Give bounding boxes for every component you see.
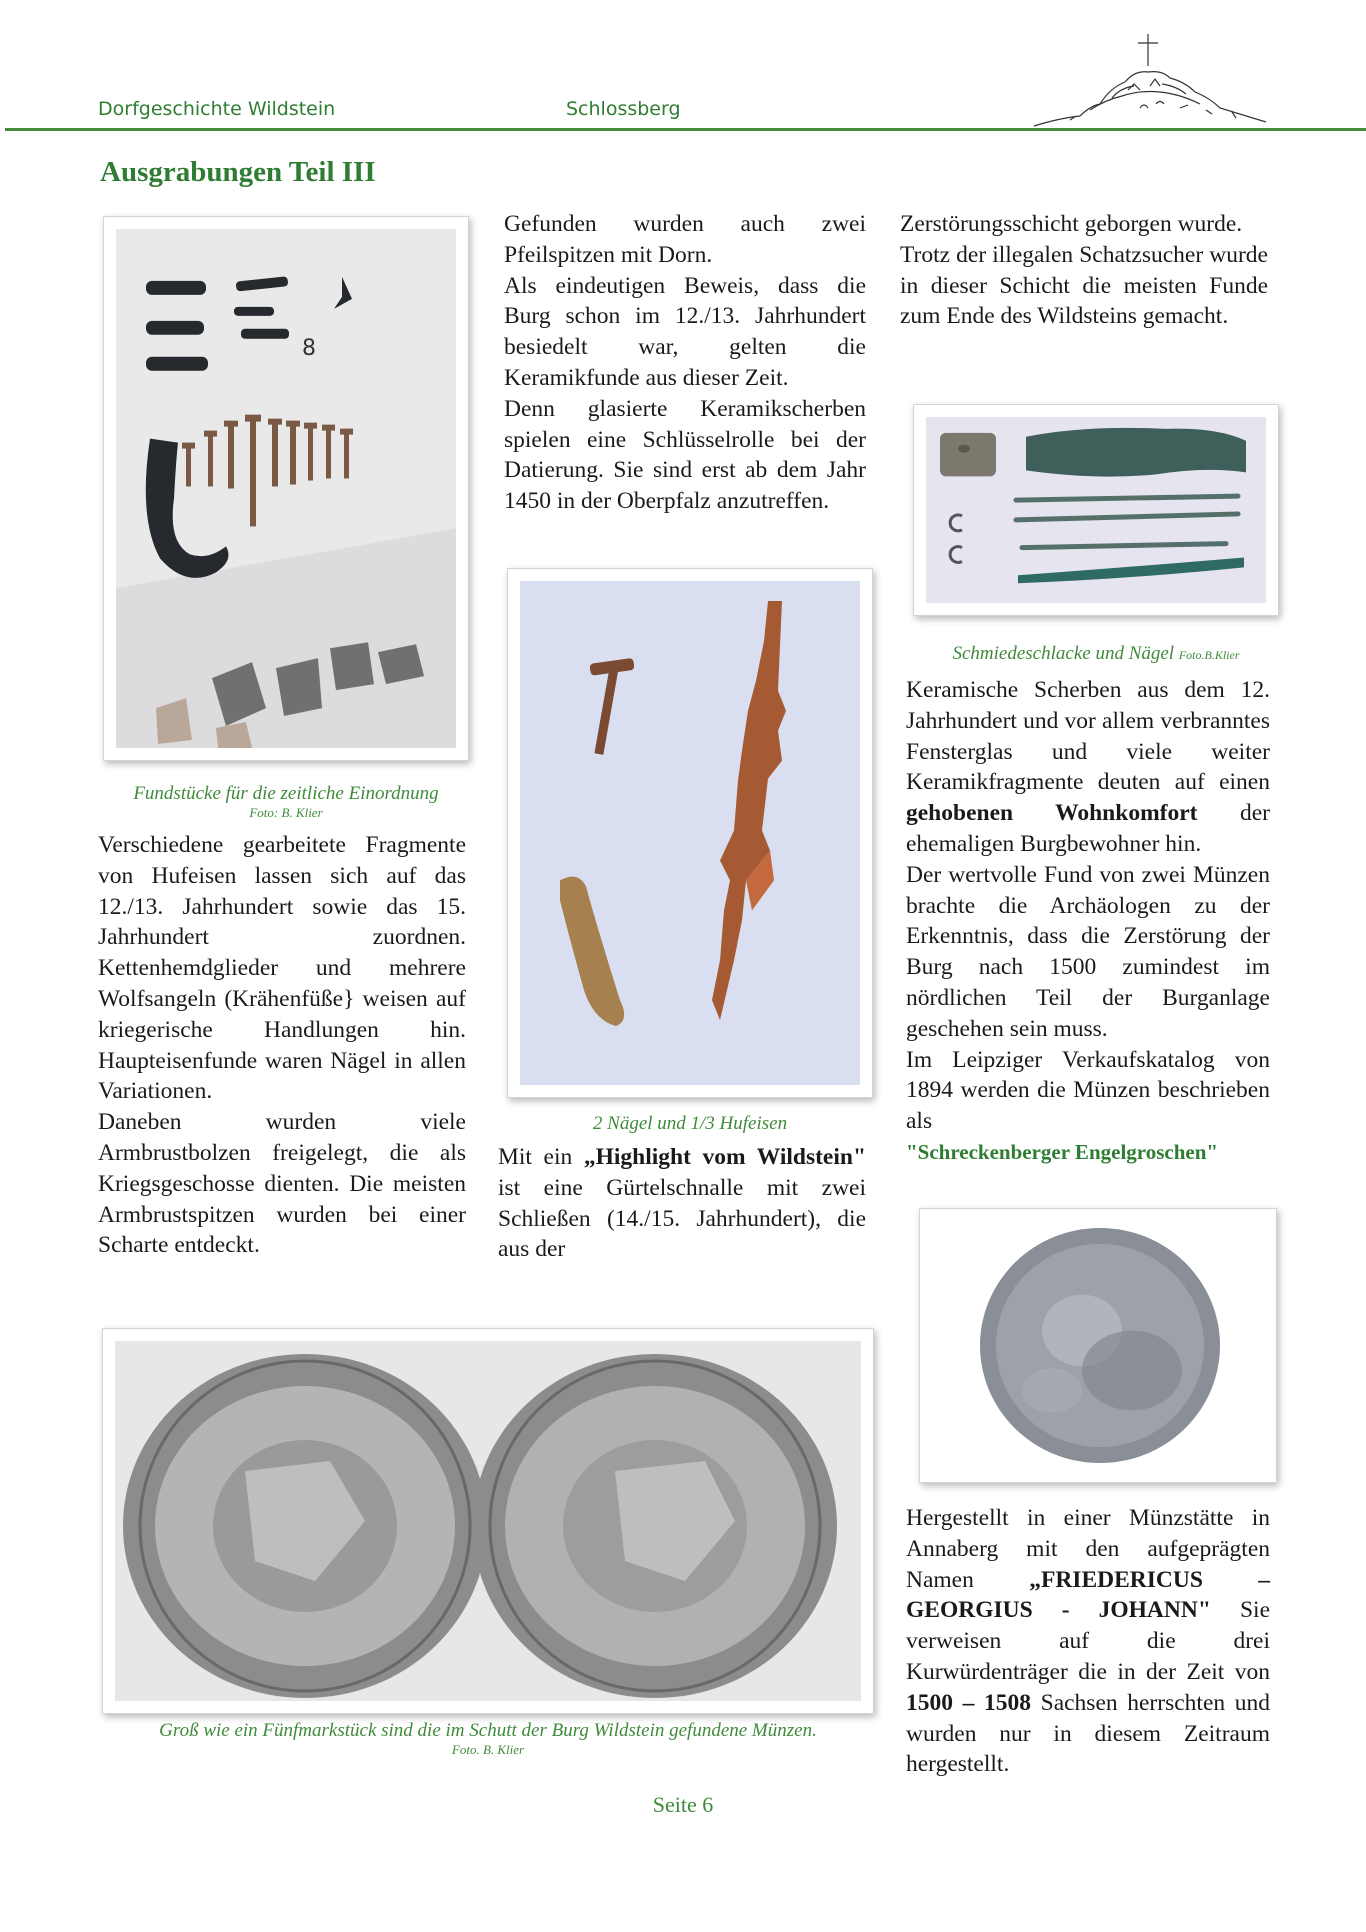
column-2-text-bottom <box>498 1142 866 1265</box>
column-3-text-top <box>900 209 1268 332</box>
col3-p3-pre: Keramische Scherben aus dem 12. Jahrhundert und vor allem verbranntes Fensterglas und viele weiter Keramikfragmente deuten auf einen <box>906 677 1270 796</box>
col2-paragraph-4 <box>498 1142 866 1265</box>
svg-text:8: 8 <box>302 335 316 361</box>
photo-fundstuecke <box>103 216 469 761</box>
page-title: Ausgrabungen Teil III <box>100 156 376 188</box>
page-number: Seite 6 <box>652 1792 714 1817</box>
caption-muenzen <box>102 1720 874 1758</box>
column-3-text-bottom <box>906 1503 1270 1780</box>
caption-fundstuecke-credit: Foto: B. Klier <box>249 805 323 820</box>
caption-schmiede-text: Schmiedeschlacke und Nägel <box>952 643 1175 664</box>
col3-paragraph-4: Der wertvolle Fund von zwei Münzen brachte die Archäologen zu der Erkenntnis, dass die Zerstörung der Burg nach 1500 zumindest im nördlichen Teil der Burganlage geschehen sein muss. <box>906 861 1270 1042</box>
castle-hill-logo <box>1030 26 1270 134</box>
two-coins-photo-image <box>115 1341 861 1701</box>
col3-coin-names: „FRIEDERICUS – GEORGIUS - JOHANN" <box>906 1566 1270 1624</box>
caption-naegel: 2 Nägel und 1/3 Hufeisen <box>592 1113 788 1134</box>
header-doc-title: Dorfgeschichte Wildstein <box>98 98 336 120</box>
photo-schmiedeschlacke <box>913 404 1279 616</box>
photo-muenze-einzeln <box>919 1208 1277 1483</box>
col3-paragraph-5: Im Leipziger Verkaufskatalog von 1894 werden die Münzen beschrieben als <box>906 1046 1270 1135</box>
col3-years: 1500 – 1508 <box>906 1689 1031 1716</box>
col2-paragraph-1: Gefunden wurden auch zwei Pfeilspitzen mit Dorn. <box>504 211 866 268</box>
nails-horseshoe-photo-image <box>520 581 860 1085</box>
caption-schmiede <box>913 643 1279 665</box>
col3-p3-post: der ehemaligen Burgbewohner hin. <box>906 800 1270 857</box>
single-coin-photo-image <box>932 1221 1264 1470</box>
caption-muenzen-credit: Foto. B. Klier <box>451 1742 525 1757</box>
column-1-text <box>98 830 466 1261</box>
header-section: Schlossberg <box>566 98 681 120</box>
col3-wohnkomfort: gehobenen Wohnkomfort <box>906 800 1198 827</box>
col2-p4-post: ist eine Gürtelschnalle mit zwei Schließen (14./15. Jahrhundert), die aus der <box>498 1174 866 1263</box>
col3-p6-a: Hergestellt in einer Münzstätte in Annaberg mit den aufgeprägten Namen <box>906 1505 1270 1593</box>
photo-naegel-hufeisen <box>507 568 873 1098</box>
col3-paragraph-6 <box>906 1503 1270 1780</box>
caption-muenzen-text: Groß wie ein Fünfmarkstück sind die im Schutt der Burg Wildstein gefundene Münzen. <box>159 1720 817 1741</box>
col1-paragraph-1: Verschiedene gearbeitete Fragmente von Hufeisen lassen sich auf das 12./13. Jahrhundert sowie das 15. Jahrhundert zuordnen. Kettenhemdglieder und mehrere Wolfsangeln (Krähenfüße} weisen auf kriegerische Handlungen hin. Haupteisenfunde waren Nägel in allen Variationen. <box>98 832 466 1105</box>
column-2-text-top <box>504 209 866 517</box>
column-3-text-middle <box>906 675 1270 1168</box>
photo-muenzen <box>102 1328 874 1714</box>
col3-paragraph-2: Trotz der illegalen Schatzsucher wurde in dieser Schicht die meisten Funde zum Ende des Wildsteins gemacht. <box>900 241 1268 330</box>
col2-p4-pre: Mit ein <box>498 1144 584 1170</box>
col1-paragraph-2: Daneben wurden viele Armbrustbolzen freigelegt, die als Kriegsgeschosse dienten. Die meisten Armbrustspitzen wurden bei einer Scharte entdeckt. <box>98 1109 466 1259</box>
artifacts-photo-image <box>116 229 456 748</box>
col2-paragraph-2: Als eindeutigen Beweis, dass die Burg schon im 12./13. Jahrhundert besiedelt war, gelten die Keramikfunde aus dieser Zeit. <box>504 272 866 391</box>
slag-nails-photo-image <box>926 417 1266 603</box>
col2-highlight: „Highlight vom Wildstein" <box>583 1144 866 1170</box>
caption-schmiede-credit: Foto.B.Klier <box>1178 648 1240 662</box>
caption-fundstuecke-text: Fundstücke für die zeitliche Einordnung <box>133 783 439 804</box>
col3-paragraph-1: Zerstörungsschicht geborgen wurde. <box>900 211 1243 237</box>
col3-p6-b: Sie verweisen auf die drei Kurwürdenträger die in der Zeit von <box>906 1597 1271 1685</box>
col3-paragraph-3 <box>906 675 1270 860</box>
col3-coin-name: "Schreckenberger Engelgroschen" <box>906 1139 1219 1164</box>
col2-paragraph-3: Denn glasierte Keramikscherben spielen eine Schlüsselrolle bei der Datierung. Sie sind erst ab dem Jahr 1450 in der Oberpfalz anzutreffen. <box>504 395 866 515</box>
col3-p6-c: Sachsen herrschten und wurden nur in diesem Zeitraum hergestellt. <box>906 1689 1270 1778</box>
caption-fundstuecke <box>103 783 469 821</box>
